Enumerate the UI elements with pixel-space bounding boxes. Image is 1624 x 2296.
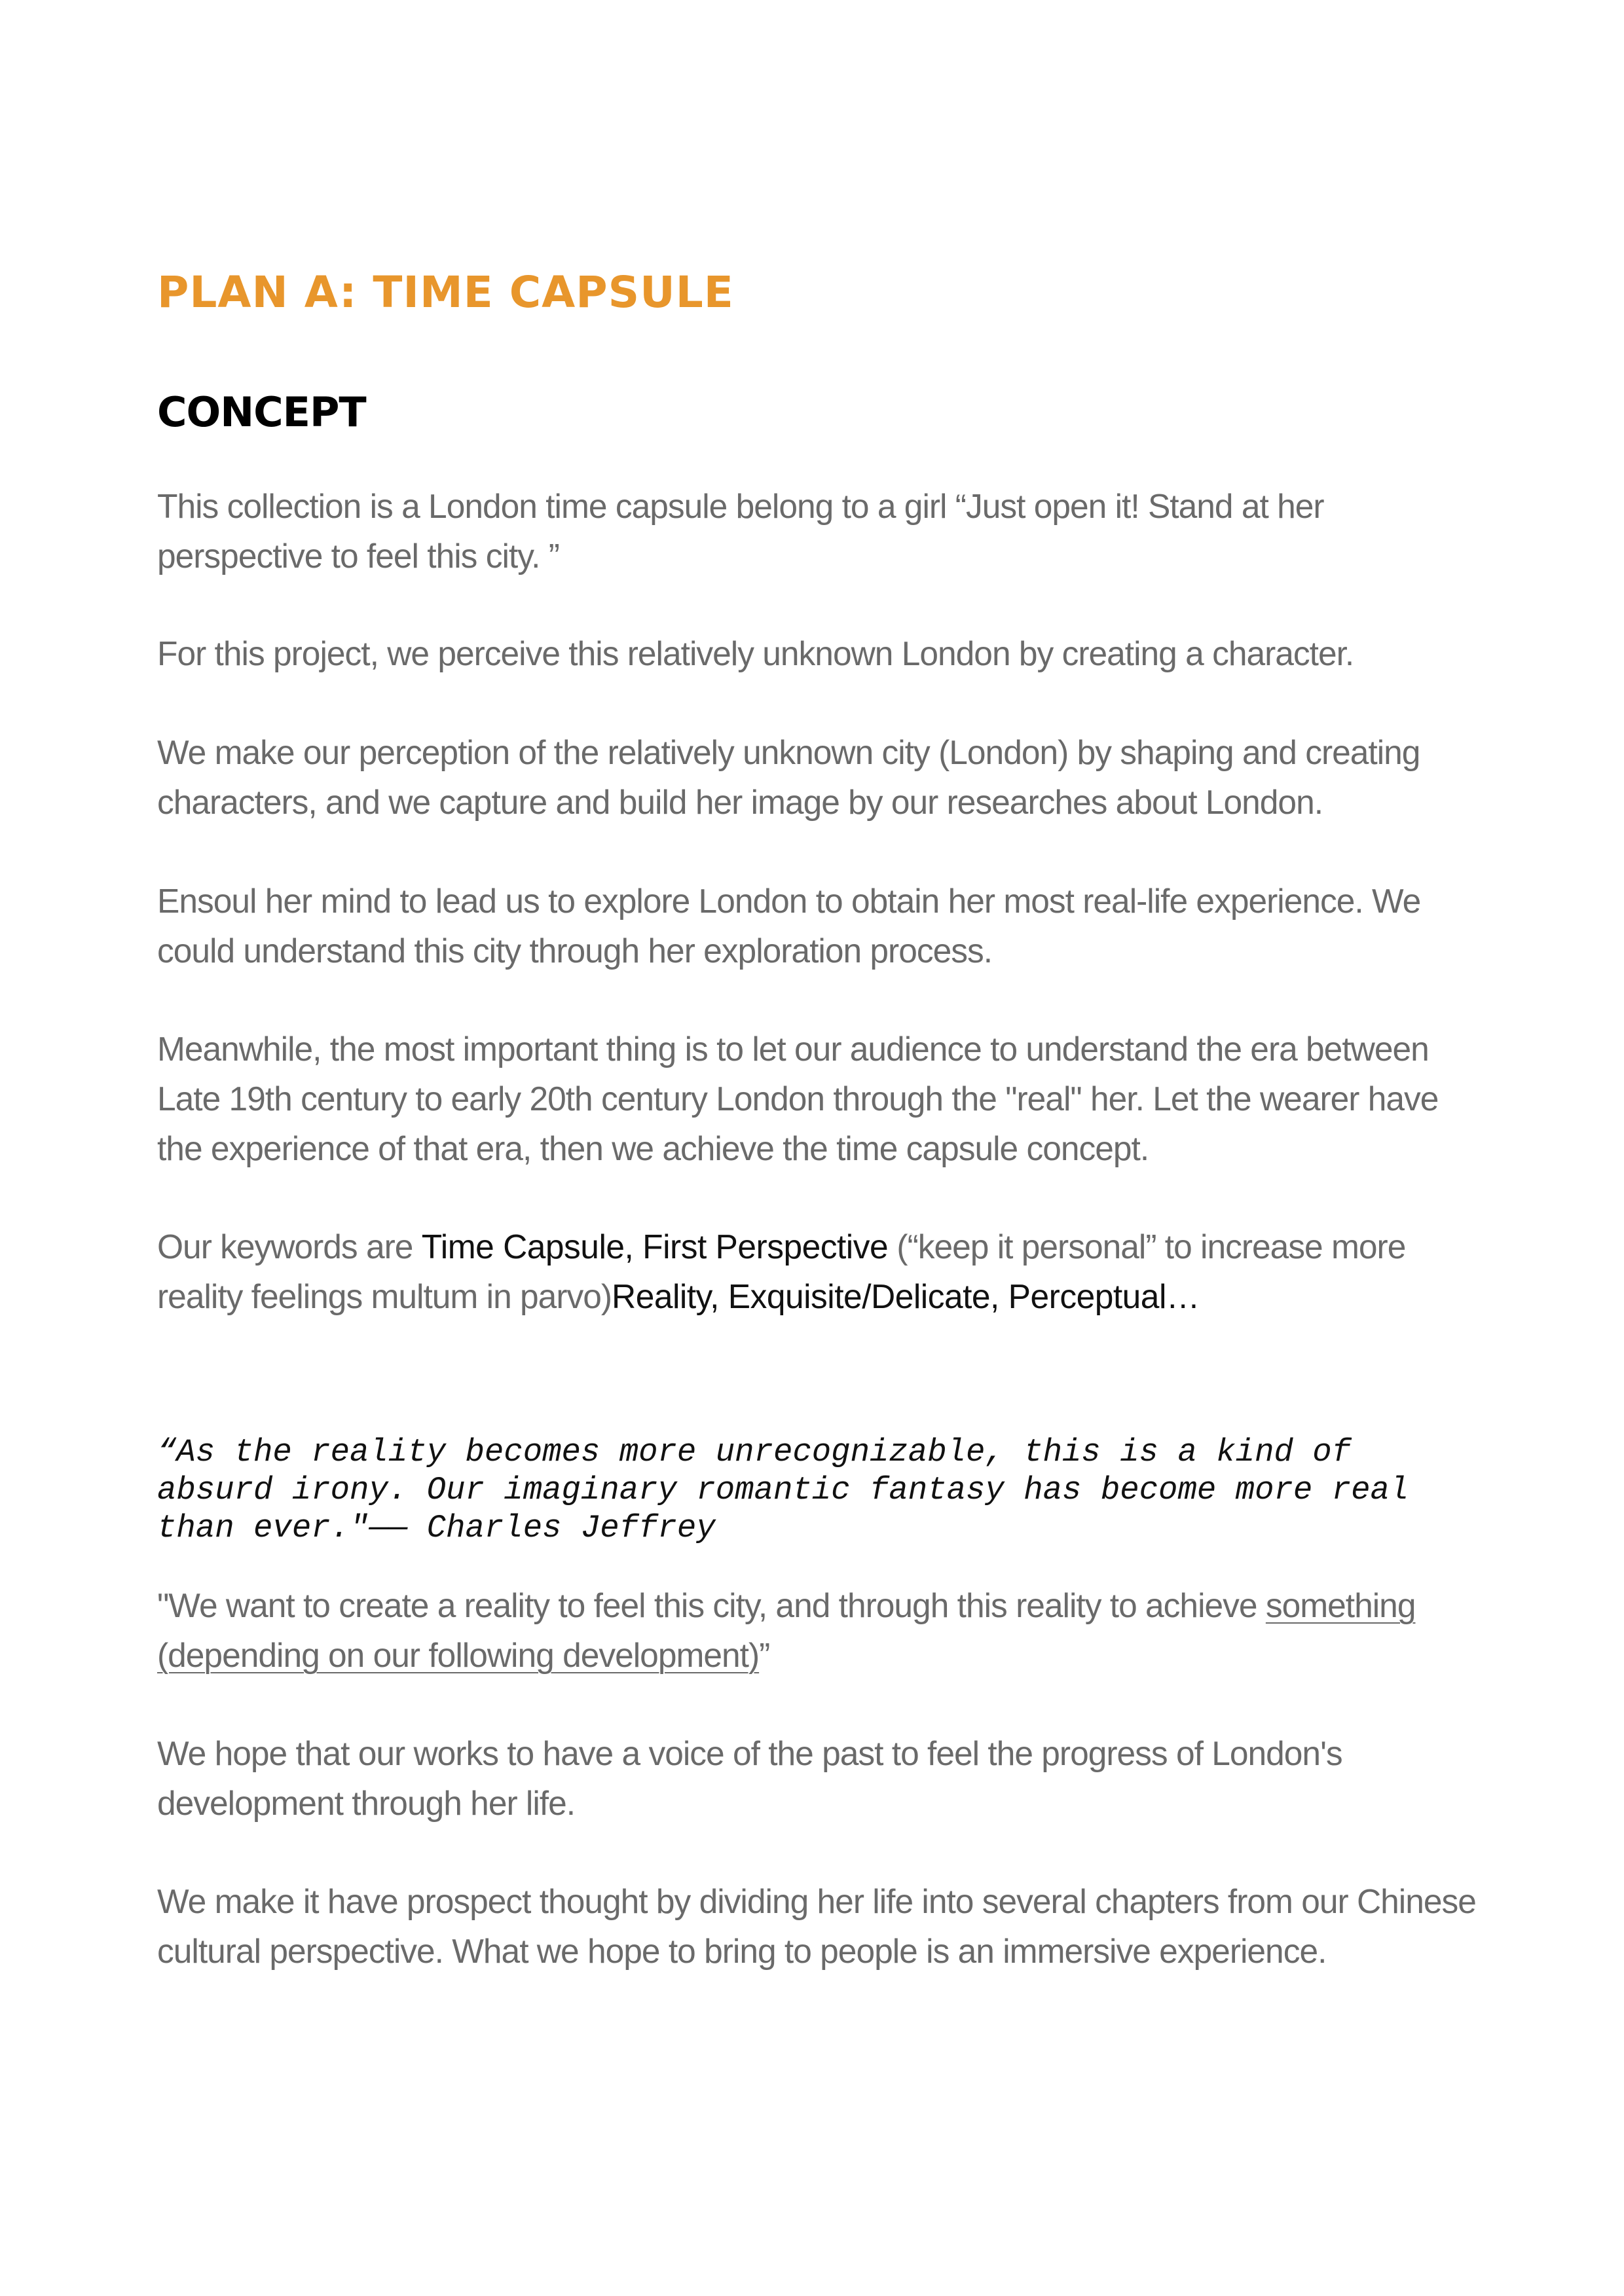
- paragraph-perception: We make our perception of the relatively unknown city (London) by shaping and creating characters, and we capture and build her image by our researches about London.: [157, 733, 1420, 821]
- paragraph-ensoul: Ensoul her mind to lead us to explore London to obtain her most real-life experience. We could understand this city through her exploration process.: [157, 882, 1421, 970]
- keywords-note: (“keep it personal” to increase more reality feelings multum in parvo): [157, 1228, 1406, 1315]
- underlined-phrase: something (depending on our following development): [157, 1586, 1416, 1674]
- paragraph-voice-of-past: We hope that our works to have a voice of the past to feel the progress of London's development through her life.: [157, 1734, 1342, 1822]
- paragraph-keywords: [157, 1222, 1480, 1321]
- keywords-secondary: Reality, Exquisite/Delicate, Perceptual…: [612, 1277, 1200, 1315]
- paragraph-chapters: We make it have prospect thought by dividing her life into several chapters from our Chinese cultural perspective. What we hope to bring to people is an immersive experience.: [157, 1882, 1476, 1970]
- paragraph-project: For this project, we perceive this relatively unknown London by creating a character.: [157, 634, 1354, 672]
- section-heading-concept: CONCEPT: [157, 388, 366, 436]
- page-title: PLAN A: TIME CAPSULE: [157, 267, 734, 318]
- paragraph-intro: This collection is a London time capsule belong to a girl “Just open it! Stand at her perspective to feel this city. ”: [157, 487, 1324, 575]
- reality-text-after: ”: [759, 1636, 770, 1674]
- keywords-intro: Our keywords are: [157, 1228, 422, 1266]
- paragraph-reality: [157, 1580, 1480, 1680]
- quote-line: than ever."—— Charles Jeffrey: [157, 1510, 716, 1546]
- quote-block: [157, 1433, 1532, 1547]
- quote-line: absurd irony. Our imaginary romantic fantasy has become more real: [157, 1472, 1409, 1508]
- quote-line: “As the reality becomes more unrecognizable, this is a kind of: [157, 1434, 1352, 1470]
- keywords-primary: Time Capsule, First Perspective: [421, 1228, 889, 1266]
- reality-text-before: "We want to create a reality to feel this city, and through this reality to achieve: [157, 1586, 1266, 1624]
- paragraph-era: Meanwhile, the most important thing is to let our audience to understand the era between Late 19th century to early 20th century London through the "real" her. Let the wearer have the experience of that era, then we achieve the time capsule concept.: [157, 1030, 1439, 1167]
